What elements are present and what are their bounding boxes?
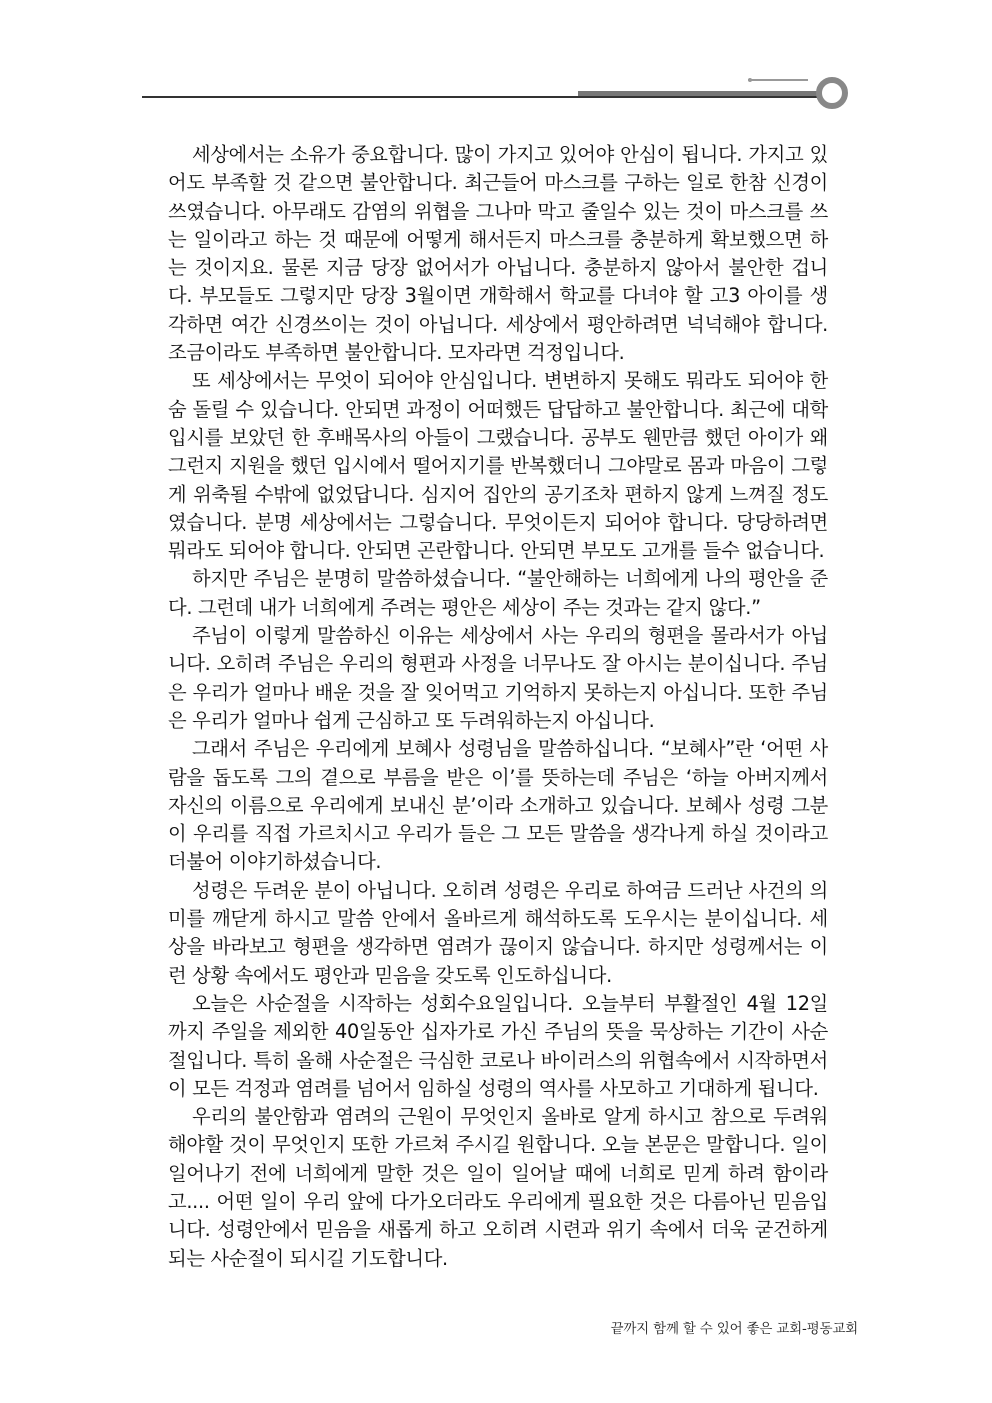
paragraph: 주님이 이렇게 말씀하신 이유는 세상에서 사는 우리의 형편을 몰라서가 아닙니다. 오히려 주님은 우리의 형편과 사정을 너무나도 잘 아시는 분이십니다. 주님은 우리가 얼마나 배운 것을 잘 잊어먹고 기억하지 못하는지 아십니다. 또한 주님은 우리가 얼마나 쉽게 근심하고 또 두려워하는지 아십니다. (168, 624, 828, 732)
paragraph: 하지만 주님은 분명히 말씀하셨습니다. “불안해하는 너희에게 나의 평안을 준다. 그런데 내가 너희에게 주려는 평안은 세상이 주는 것과는 같지 않다.” (168, 567, 828, 619)
paragraph: 그래서 주님은 우리에게 보혜사 성령님을 말씀하십니다. “보혜사”란 ‘어떤 사람을 돕도록 그의 곁으로 부름을 받은 이’를 뜻하는데 주님은 ‘하늘 아버지께서 자신의 이름으로 우리에게 보내신 분’이라 소개하고 있습니다. 보혜사 성령 그분이 우리를 직접 가르치시고 우리가 들은 그 모든 말씀을 생각나게 하실 것이라고 더불어 이야기하셨습니다. (168, 737, 828, 874)
paragraph: 성령은 두려운 분이 아닙니다. 오히려 성령은 우리로 하여금 드러난 사건의 의미를 깨닫게 하시고 말씀 안에서 올바르게 해석하도록 도우시는 분이십니다. 세상을 바라보고 형편을 생각하면 염려가 끊이지 않습니다. 하지만 성령께서는 이런 상황 속에서도 평안과 믿음을 갖도록 인도하십니다. (168, 878, 828, 987)
page-footer: 끝까지 함께 할 수 있어 좋은 교회-평동교회 (610, 1321, 858, 1337)
header-decoration (0, 0, 992, 130)
paragraph: 세상에서는 소유가 중요합니다. 많이 가지고 있어야 안심이 됩니다. 가지고 있어도 부족할 것 같으면 불안합니다. 최근들어 마스크를 구하는 일로 한참 신경이 쓰였습니다. 아무래도 감염의 위협을 그나마 막고 줄일수 있는 것이 마스크를 쓰는 일이라고 하는 것 때문에 어떻게 해서든지 마스크를 충분하게 확보했으면 하는 것이지요. 물론 지금 당장 없어서가 아닙니다. 충분하지 않아서 불안한 겁니다. 부모들도 그렇지만 당장 3월이면 개학해서 학교를 다녀야 할 고3 아이를 생각하면 여간 신경쓰이는 것이 아닙니다. 세상에서 평안하려면 넉넉해야 합니다. 조금이라도 부족하면 불안합니다. 모자라면 걱정입니다. (168, 143, 828, 365)
article-body (168, 141, 828, 1273)
header-ring-icon (819, 80, 845, 106)
header-rule-bar (578, 91, 820, 96)
paragraph: 오늘은 사순절을 시작하는 성회수요일입니다. 오늘부터 부활절인 4월 12일 까지 주일을 제외한 40일동안 십자가로 가신 주님의 뜻을 묵상하는 기간이 사순절입니다. 특히 올해 사순절은 극심한 코로나 바이러스의 위협속에서 시작하면서 이 모든 걱정과 염려를 넘어서 임하실 성령의 역사를 사모하고 기대하게 됩니다. (168, 991, 828, 1100)
paragraph: 또 세상에서는 무엇이 되어야 안심입니다. 변변하지 못해도 뭐라도 되어야 한숨 돌릴 수 있습니다. 안되면 과정이 어떠했든 답답하고 불안합니다. 최근에 대학 입시를 보았던 한 후배목사의 아들이 그랬습니다. 공부도 웬만큼 했던 아이가 왜 그런지 지원을 했던 입시에서 떨어지기를 반복했더니 그야말로 몸과 마음이 그렇게 위축될 수밖에 없었답니다. 심지어 집안의 공기조차 편하지 않게 느껴질 정도였습니다. 분명 세상에서는 그렇습니다. 무엇이든지 되어야 합니다. 당당하려면 뭐라도 되어야 합니다. 안되면 곤란합니다. 안되면 부모도 고개를 들수 없습니다. (168, 369, 828, 563)
header-key-dot (748, 78, 752, 82)
paragraph: 우리의 불안함과 염려의 근원이 무엇인지 올바로 알게 하시고 참으로 두려워해야할 것이 무엇인지 또한 가르쳐 주시길 원합니다. 오늘 본문은 말합니다. 일이 일어나기 전에 너희에게 말한 것은 일이 일어날 때에 너희로 믿게 하려 함이라고.... 어떤 일이 우리 앞에 다가오더라도 우리에게 필요한 것은 다름아닌 믿음입니다. 성령안에서 믿음을 새롭게 하고 오히려 시련과 위기 속에서 더욱 굳건하게 되는 사순절이 되시길 기도합니다. (168, 1105, 828, 1270)
